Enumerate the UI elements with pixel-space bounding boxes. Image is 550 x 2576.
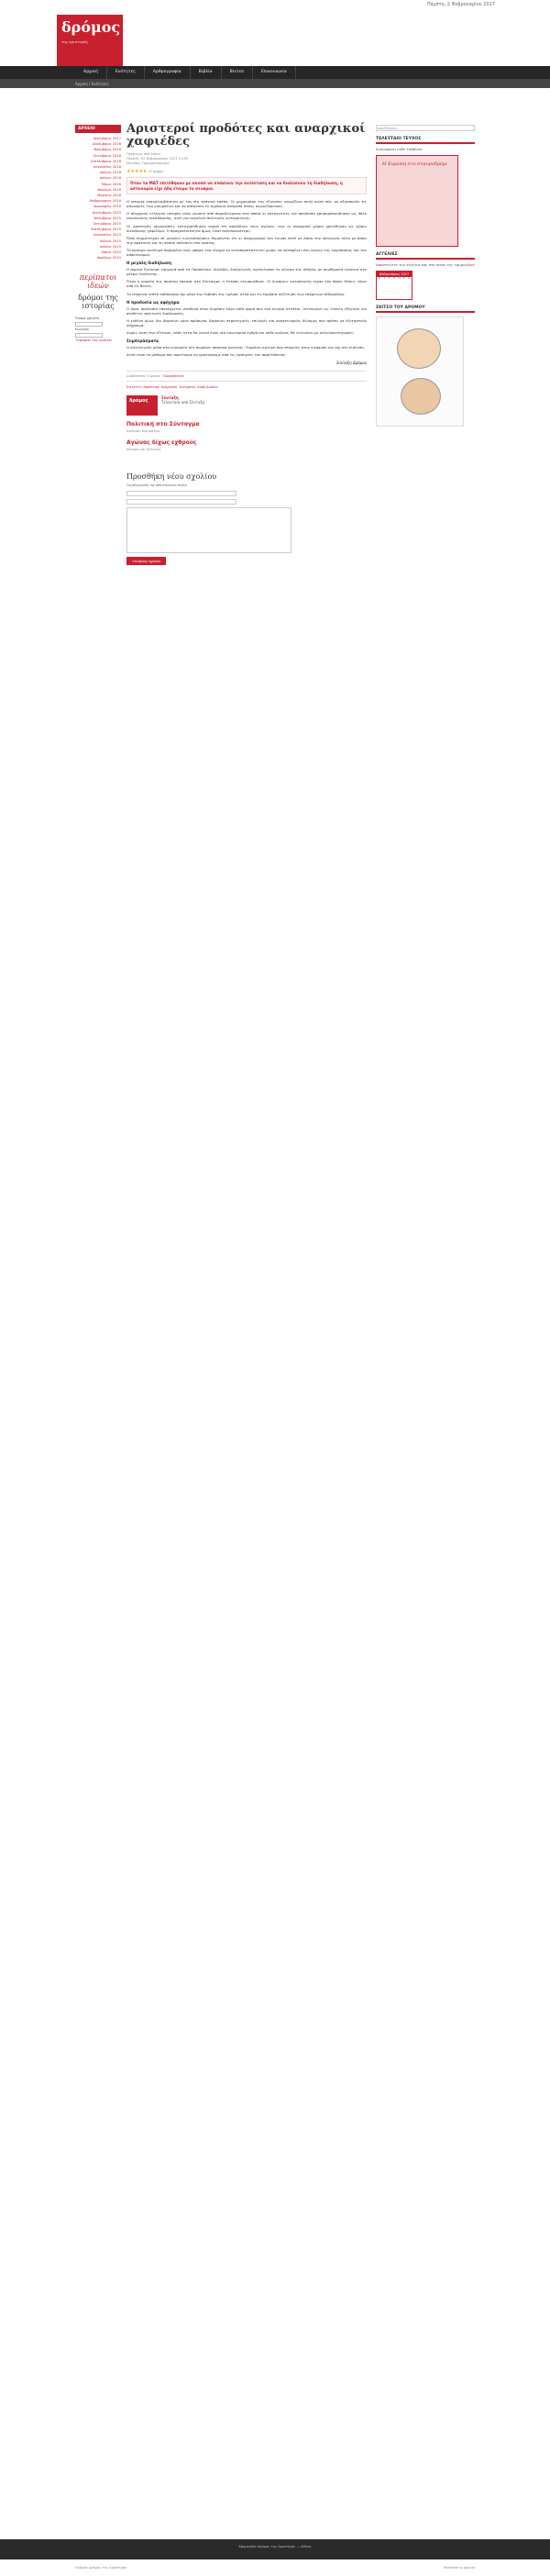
archive-item[interactable]: Ιούνιος 2015 bbox=[99, 244, 121, 249]
latest-issue-text: Κυκλοφορεί κάθε Σάββατο bbox=[376, 147, 423, 151]
main-content bbox=[126, 123, 367, 565]
author-box bbox=[126, 395, 367, 416]
paragraph: Οι αριστερές οργανώσεις κατηγορήθηκαν συχνά ότι προδίδουν τους αγώνες, ενώ οι αναρχικοί χώροι χρεώθηκαν ως χώροι διείσδυσης χαφιέδων. Η πραγματικότητα όμως είναι πολυπλοκότερη. bbox=[126, 223, 367, 233]
archive-item[interactable]: Φεβρουάριος 2016 bbox=[89, 199, 121, 204]
font-size-label[interactable]: Μέγεθος Γραμματοσειράς bbox=[126, 161, 170, 165]
paragraph: Τα επόμενα λεπτά καθόρισαν όχι μόνο την έκβαση της ημέρας αλλά και τη δημόσια συζήτηση των επόμενων εβδομάδων. bbox=[126, 291, 346, 296]
comment-form bbox=[126, 472, 367, 565]
latest-issue-cover[interactable]: Η Ευρώπη στο σταυροδρόμι bbox=[376, 155, 458, 247]
forgot-password-link[interactable]: Ξεχάσατε τον κωδικό; bbox=[75, 339, 113, 343]
calendar-day-header: Τ bbox=[388, 277, 390, 280]
related-sub-2: Ιστορία και Πολιτική bbox=[126, 448, 161, 452]
nav-item-4[interactable]: Βίντεο bbox=[222, 66, 253, 79]
main-nav bbox=[0, 66, 550, 79]
archive-item[interactable]: Μάιος 2015 bbox=[101, 250, 121, 255]
calendar-day-header: Δ bbox=[378, 277, 380, 280]
lead-text: Όταν τα ΜΑΤ επιτέθηκαν με σκοπό να σπάσουν την αντίσταση και να διαλύσουν τη διαδήλωση, η αστυνομία είχε ήδη έτοιμο το σενάριο. bbox=[130, 181, 343, 191]
comment-instructions: Συμπληρώστε τα απαιτούμενα πεδία bbox=[126, 483, 187, 488]
promo-subtitle[interactable]: δρόμοι της ιστορίας bbox=[78, 294, 118, 311]
article-author[interactable]: Γράφτηκε από Editor bbox=[126, 152, 161, 156]
archive-item[interactable]: Ιούνιος 2016 bbox=[99, 176, 121, 181]
paragraph: Η αλληλεγγύη μέσα στα κινήματα δεν σημαίνει απουσία κριτικής. Σημαίνει κριτική που στοχεύει στην ενίσχυση και όχι στη διάλυση. bbox=[126, 345, 366, 350]
search-input[interactable]: αναζήτηση... bbox=[376, 125, 475, 131]
calendar-day-header: Π bbox=[398, 277, 401, 280]
paragraph: Αυτό είναι το μάθημα που οφείλουμε να κρατήσουμε από τις εμπειρίες του παρελθόντος. bbox=[126, 352, 287, 358]
ads-title: ΑΓΓΕΛΙΕΣ bbox=[376, 252, 475, 260]
archive-item[interactable]: Απρίλιος 2016 bbox=[96, 187, 121, 192]
archive-title: ΑΡΧΕΙΟ bbox=[75, 125, 121, 133]
cartoon-title: ΣΚΙΤΣΟ ΤΟΥ ΔΡΟΜΟΥ bbox=[376, 305, 475, 313]
rating-label: (0 ψήφοι) bbox=[148, 170, 164, 173]
archive-item[interactable]: Ιανουάριος 2016 bbox=[93, 205, 121, 209]
bottom-left: Έκδοση Δρόμος της Αριστεράς bbox=[75, 2566, 127, 2570]
section-heading: Η μεγάλη διαδήλωση bbox=[126, 261, 171, 266]
nav-item-1[interactable]: Ενότητες bbox=[107, 66, 145, 79]
paragraph: Όσοι συμμετείχαν σε μεγάλες κινητοποιήσεις θυμούνται ότι οι διαχωρισμοί δεν έγιναν ποτέ με βάση την ιδεολογία αλλά με βάση την πρακτική και τη στάση απέναντι στο κράτος. bbox=[126, 235, 367, 245]
submit-comment-button[interactable]: Υποβολή σχολίου bbox=[126, 557, 166, 565]
calendar-day-header: Κ bbox=[408, 277, 411, 280]
bottom-bar bbox=[0, 2561, 550, 2576]
archive-item[interactable]: Ιούλιος 2016 bbox=[99, 171, 121, 175]
caricature-face bbox=[401, 378, 441, 415]
nav-item-5[interactable]: Επικοινωνία bbox=[253, 66, 296, 79]
paragraph: Η ιστορία επαναλαμβάνεται με τον πιο τραγικό τρόπο. Οι μηχανισμοί της εξουσίας γνωρίζουν πολύ καλά πώς να αξιοποιούν τις αδυναμίες των κινημάτων και να σπέρνουν τη διχόνοια ανάμεσα στους αγωνιζόμενους. bbox=[126, 199, 367, 209]
password-label: Κωδικός bbox=[75, 328, 90, 332]
rating-stars[interactable]: ★★★★★ (0 ψήφοι) bbox=[126, 169, 164, 174]
article-date: Πέμπτη, 02 Φεβρουαρίου 2017 11:00 bbox=[126, 157, 189, 161]
nav-item-0[interactable]: Αρχική bbox=[75, 66, 107, 79]
section-heading: Συμπεράσματα bbox=[126, 339, 160, 344]
site-header bbox=[0, 9, 550, 66]
calendar-day-header: Σ bbox=[403, 277, 405, 280]
archive-list bbox=[75, 136, 121, 261]
author-logo: δρόμος bbox=[126, 395, 158, 416]
archive-item[interactable]: Σεπτέμβριος 2015 bbox=[90, 228, 121, 232]
top-date: Πέμπτη, 2 Φεβρουαρίου 2017 bbox=[0, 0, 550, 9]
paragraph: Χωρίς αυτή την εξέταση, κάθε ήττα θα γεννά έναν νέο εσωτερικό εχθρό και κάθε αγώνας θα τελειώνει με αλληλοκατηγορίες. bbox=[126, 329, 355, 335]
username-label: Όνομα χρήστη bbox=[75, 316, 100, 321]
left-sidebar bbox=[75, 125, 121, 343]
archive-item[interactable]: Οκτώβριος 2015 bbox=[93, 222, 121, 227]
comment-email-field[interactable] bbox=[126, 499, 236, 505]
paragraph: Το κρίσιμο ερώτημα παραμένει πώς μπορεί ένα κίνημα να αυτοπροστατευτεί χωρίς να καταφύγει στη λογική της καχυποψίας και του αποκλεισμού. bbox=[126, 247, 367, 258]
article-body bbox=[126, 199, 367, 357]
caricature-face bbox=[397, 328, 441, 369]
calendar-title: Φεβρουάριος 2017 bbox=[377, 272, 412, 277]
archive-item[interactable]: Μάιος 2016 bbox=[101, 182, 121, 186]
calendar-widget[interactable] bbox=[376, 271, 412, 300]
share-link[interactable]: Κοινοποίηση bbox=[163, 374, 184, 379]
paragraph: Η πορεία ξεκίνησε ειρηνικά από τα Προπύλαια. Χιλιάδες διαδηλωτές κατέκλυσαν το κέντρο της Αθήνας με συνθήματα ενάντια στα μέτρα λιτότητας. bbox=[126, 267, 367, 277]
archive-item[interactable]: Αύγουστος 2016 bbox=[94, 165, 121, 170]
promo-title[interactable]: περίπατοι ιδεών bbox=[79, 273, 117, 291]
logo-text: δρόμος bbox=[61, 18, 121, 36]
archive-item[interactable]: Ιούλιος 2015 bbox=[99, 239, 121, 243]
comment-title: Προσθήκη νέου σχολίου bbox=[126, 472, 217, 482]
article-title: Αριστεροί προδότες και αναρχικοί χαφιέδες bbox=[126, 122, 366, 149]
archive-item[interactable]: Νοέμβριος 2015 bbox=[94, 216, 121, 220]
article-tags[interactable]: Ετικέτες: Αριστερά, Αναρχικοί, Κινήματα, Διαδηλώσεις bbox=[126, 385, 219, 390]
comment-textarea[interactable] bbox=[126, 507, 292, 553]
related-title-1[interactable]: Πολιτική στο Σύνταγμα bbox=[126, 421, 200, 428]
author-latest: Τελευταία από Σύνταξη bbox=[161, 400, 205, 405]
logo-subtitle: της αριστεράς bbox=[61, 39, 89, 44]
password-input[interactable] bbox=[75, 333, 103, 338]
author-name[interactable]: Σύνταξη bbox=[161, 395, 179, 401]
login-form bbox=[75, 316, 121, 343]
related-sub-1: Ανάλυση Κινημάτων bbox=[126, 429, 160, 434]
archive-item[interactable]: Σεπτέμβριος 2016 bbox=[90, 159, 121, 163]
archive-item[interactable]: Δεκέμβριος 2015 bbox=[92, 210, 121, 215]
archive-item[interactable]: Αύγουστος 2015 bbox=[94, 233, 121, 238]
breadcrumb: Αρχική / Ενότητες bbox=[0, 79, 550, 88]
paragraph: Η σύγχρονη ελληνική ιστορία είναι γεμάτη από παραδείγματα στα οποία οι καταγγελίες για προδοσία χρησιμοποιήθηκαν ως όπλο εσωτερικής εκκαθάρισης, αντί για εργαλείο πολιτικής αυτοκριτικής. bbox=[126, 211, 367, 221]
nav-item-3[interactable]: Βιβλία bbox=[191, 66, 222, 79]
comment-name-field[interactable] bbox=[126, 491, 236, 496]
archive-item[interactable]: Νοέμβριος 2016 bbox=[94, 148, 121, 152]
site-logo[interactable] bbox=[57, 15, 123, 66]
archive-item[interactable]: Δεκέμβριος 2016 bbox=[92, 142, 121, 147]
paragraph: Όταν η κεφαλή της πορείας έφτασε στο Σύνταγμα, η ένταση κλιμακώθηκε. Οι δυνάμεις καταστολής είχαν ήδη πάρει θέσεις γύρω από τη Βουλή. bbox=[126, 279, 367, 289]
archive-item[interactable]: Απρίλιος 2015 bbox=[96, 256, 121, 261]
bottom-right[interactable]: Powered by Joomla bbox=[443, 2566, 475, 2570]
latest-issue-title: ΤΕΛΕΥΤΑΙΟ ΤΕΥΧΟΣ bbox=[376, 137, 475, 144]
right-sidebar bbox=[376, 125, 475, 427]
nav-item-2[interactable]: Αρθρογραφία bbox=[145, 66, 191, 79]
paragraph: Ο όρος προδοσία επανέρχεται σταθερά στον δημόσιο λόγο κάθε φορά που ένα κίνημα ηττάται. Λειτουργεί ως εύκολη εξήγηση για σύνθετες πολιτικές διαδικασίες. bbox=[126, 305, 367, 316]
cartoon-image[interactable] bbox=[376, 316, 464, 427]
article-lead bbox=[126, 177, 367, 194]
article-signature: Σύνταξη Δρόμου bbox=[336, 361, 367, 366]
calendar-grid bbox=[377, 277, 412, 281]
archive-item[interactable]: Μάρτιος 2016 bbox=[97, 194, 121, 198]
archive-item[interactable]: Ιανουάριος 2017 bbox=[93, 137, 121, 140]
ads-text: Αποστείλετε την αγγελία σας στο email της εφημερίδας bbox=[376, 262, 475, 267]
read-count: Διαβάστηκε 0 φορές bbox=[126, 374, 160, 379]
paragraph: Η ευθύνη όμως δεν βαραίνει μόνο πρόσωπα. Βαραίνει στρατηγικές, επιλογές και συσχετισμούς δύναμης που πρέπει να εξεταστούν ψύχραιμα. bbox=[126, 317, 367, 328]
archive-item[interactable]: Οκτώβριος 2016 bbox=[93, 153, 121, 158]
related-title-2[interactable]: Αγώνας δίχως εχθρούς bbox=[126, 439, 197, 447]
calendar-day-header: Τ bbox=[383, 277, 385, 280]
share-bar: Διαβάστηκε 0 φορές · Κοινοποίηση bbox=[126, 371, 367, 382]
site-footer: Εφημερίδα Δρόμος της Αριστεράς — Αθήνα bbox=[0, 2539, 550, 2559]
section-heading: Η προδοσία ως αφήγημα bbox=[126, 299, 180, 305]
calendar-day-header: Π bbox=[393, 277, 395, 280]
username-input[interactable] bbox=[75, 322, 103, 327]
